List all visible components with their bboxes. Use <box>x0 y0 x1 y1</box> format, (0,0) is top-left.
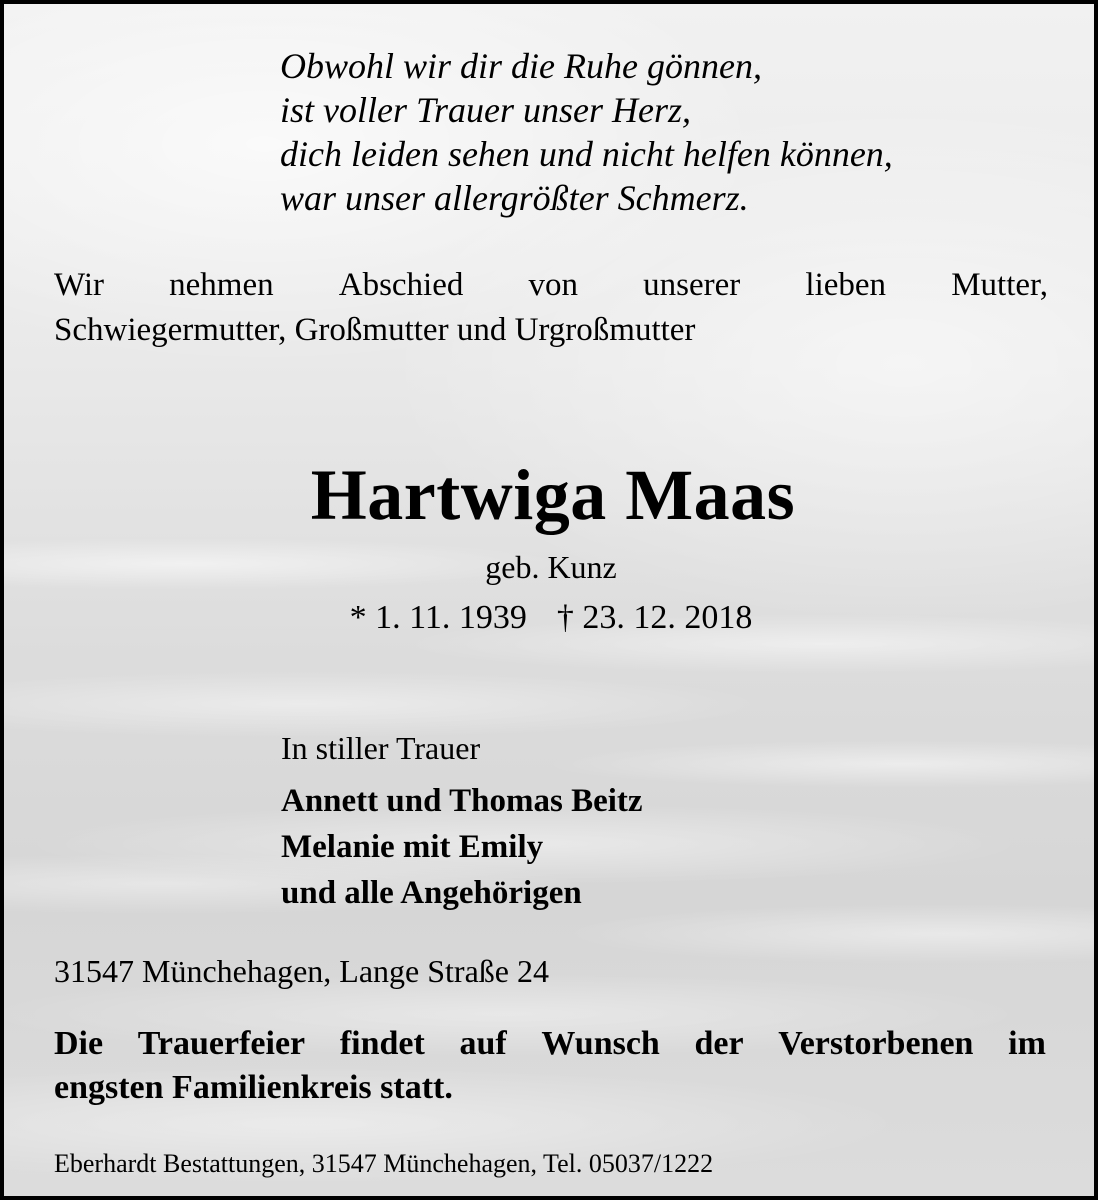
deceased-name: Hartwiga Maas <box>310 455 796 535</box>
farewell-word: Wir <box>54 267 104 303</box>
farewell-word: nehmen <box>169 267 274 303</box>
maiden-name: geb. Kunz <box>485 549 617 585</box>
ceremony-word: auf <box>459 1025 507 1062</box>
farewell-word: unserer <box>643 267 741 303</box>
ceremony-word: im <box>1008 1025 1046 1062</box>
poem-line: Obwohl wir dir die Ruhe gönnen, <box>280 46 762 86</box>
death-date: † 23. 12. 2018 <box>556 599 753 636</box>
farewell-word: von <box>528 267 579 303</box>
ceremony-word: der <box>694 1025 744 1062</box>
poem-line: dich leiden sehen und nicht helfen können, <box>280 134 893 174</box>
ceremony-word: findet <box>339 1025 425 1062</box>
undertaker-info: Eberhardt Bestattungen, 31547 Münchehagen, Tel. 05037/1222 <box>54 1149 714 1178</box>
ceremony-notice-line-2: engsten Familienkreis statt. <box>54 1069 453 1106</box>
poem-line: war unser allergrößter Schmerz. <box>280 178 749 218</box>
farewell-word: lieben <box>805 267 887 303</box>
ceremony-word: Trauerfeier <box>137 1025 306 1062</box>
ceremony-word: Verstorbenen <box>778 1025 974 1062</box>
mourner-line: Melanie mit Emily <box>281 829 544 865</box>
family-address: 31547 Münchehagen, Lange Straße 24 <box>54 953 549 989</box>
farewell-text-line-1 <box>54 263 1048 307</box>
farewell-word: Mutter, <box>951 267 1048 303</box>
farewell-text-line-2: Schwiegermutter, Großmutter und Urgroßmutter <box>54 312 696 348</box>
ceremony-word: Die <box>54 1025 104 1062</box>
ceremony-word: Wunsch <box>541 1025 660 1062</box>
mourning-heading: In stiller Trauer <box>281 730 481 766</box>
ceremony-notice-line-1 <box>54 1022 1046 1066</box>
life-dates <box>4 596 1098 640</box>
mourner-line: Annett und Thomas Beitz <box>281 783 643 819</box>
poem <box>280 44 893 220</box>
poem-line: ist voller Trauer unser Herz, <box>280 90 692 130</box>
birth-date: * 1. 11. 1939 <box>349 599 527 636</box>
farewell-word: Abschied <box>338 267 464 303</box>
mourner-line: und alle Angehörigen <box>281 875 582 911</box>
mourners-list <box>281 778 643 916</box>
